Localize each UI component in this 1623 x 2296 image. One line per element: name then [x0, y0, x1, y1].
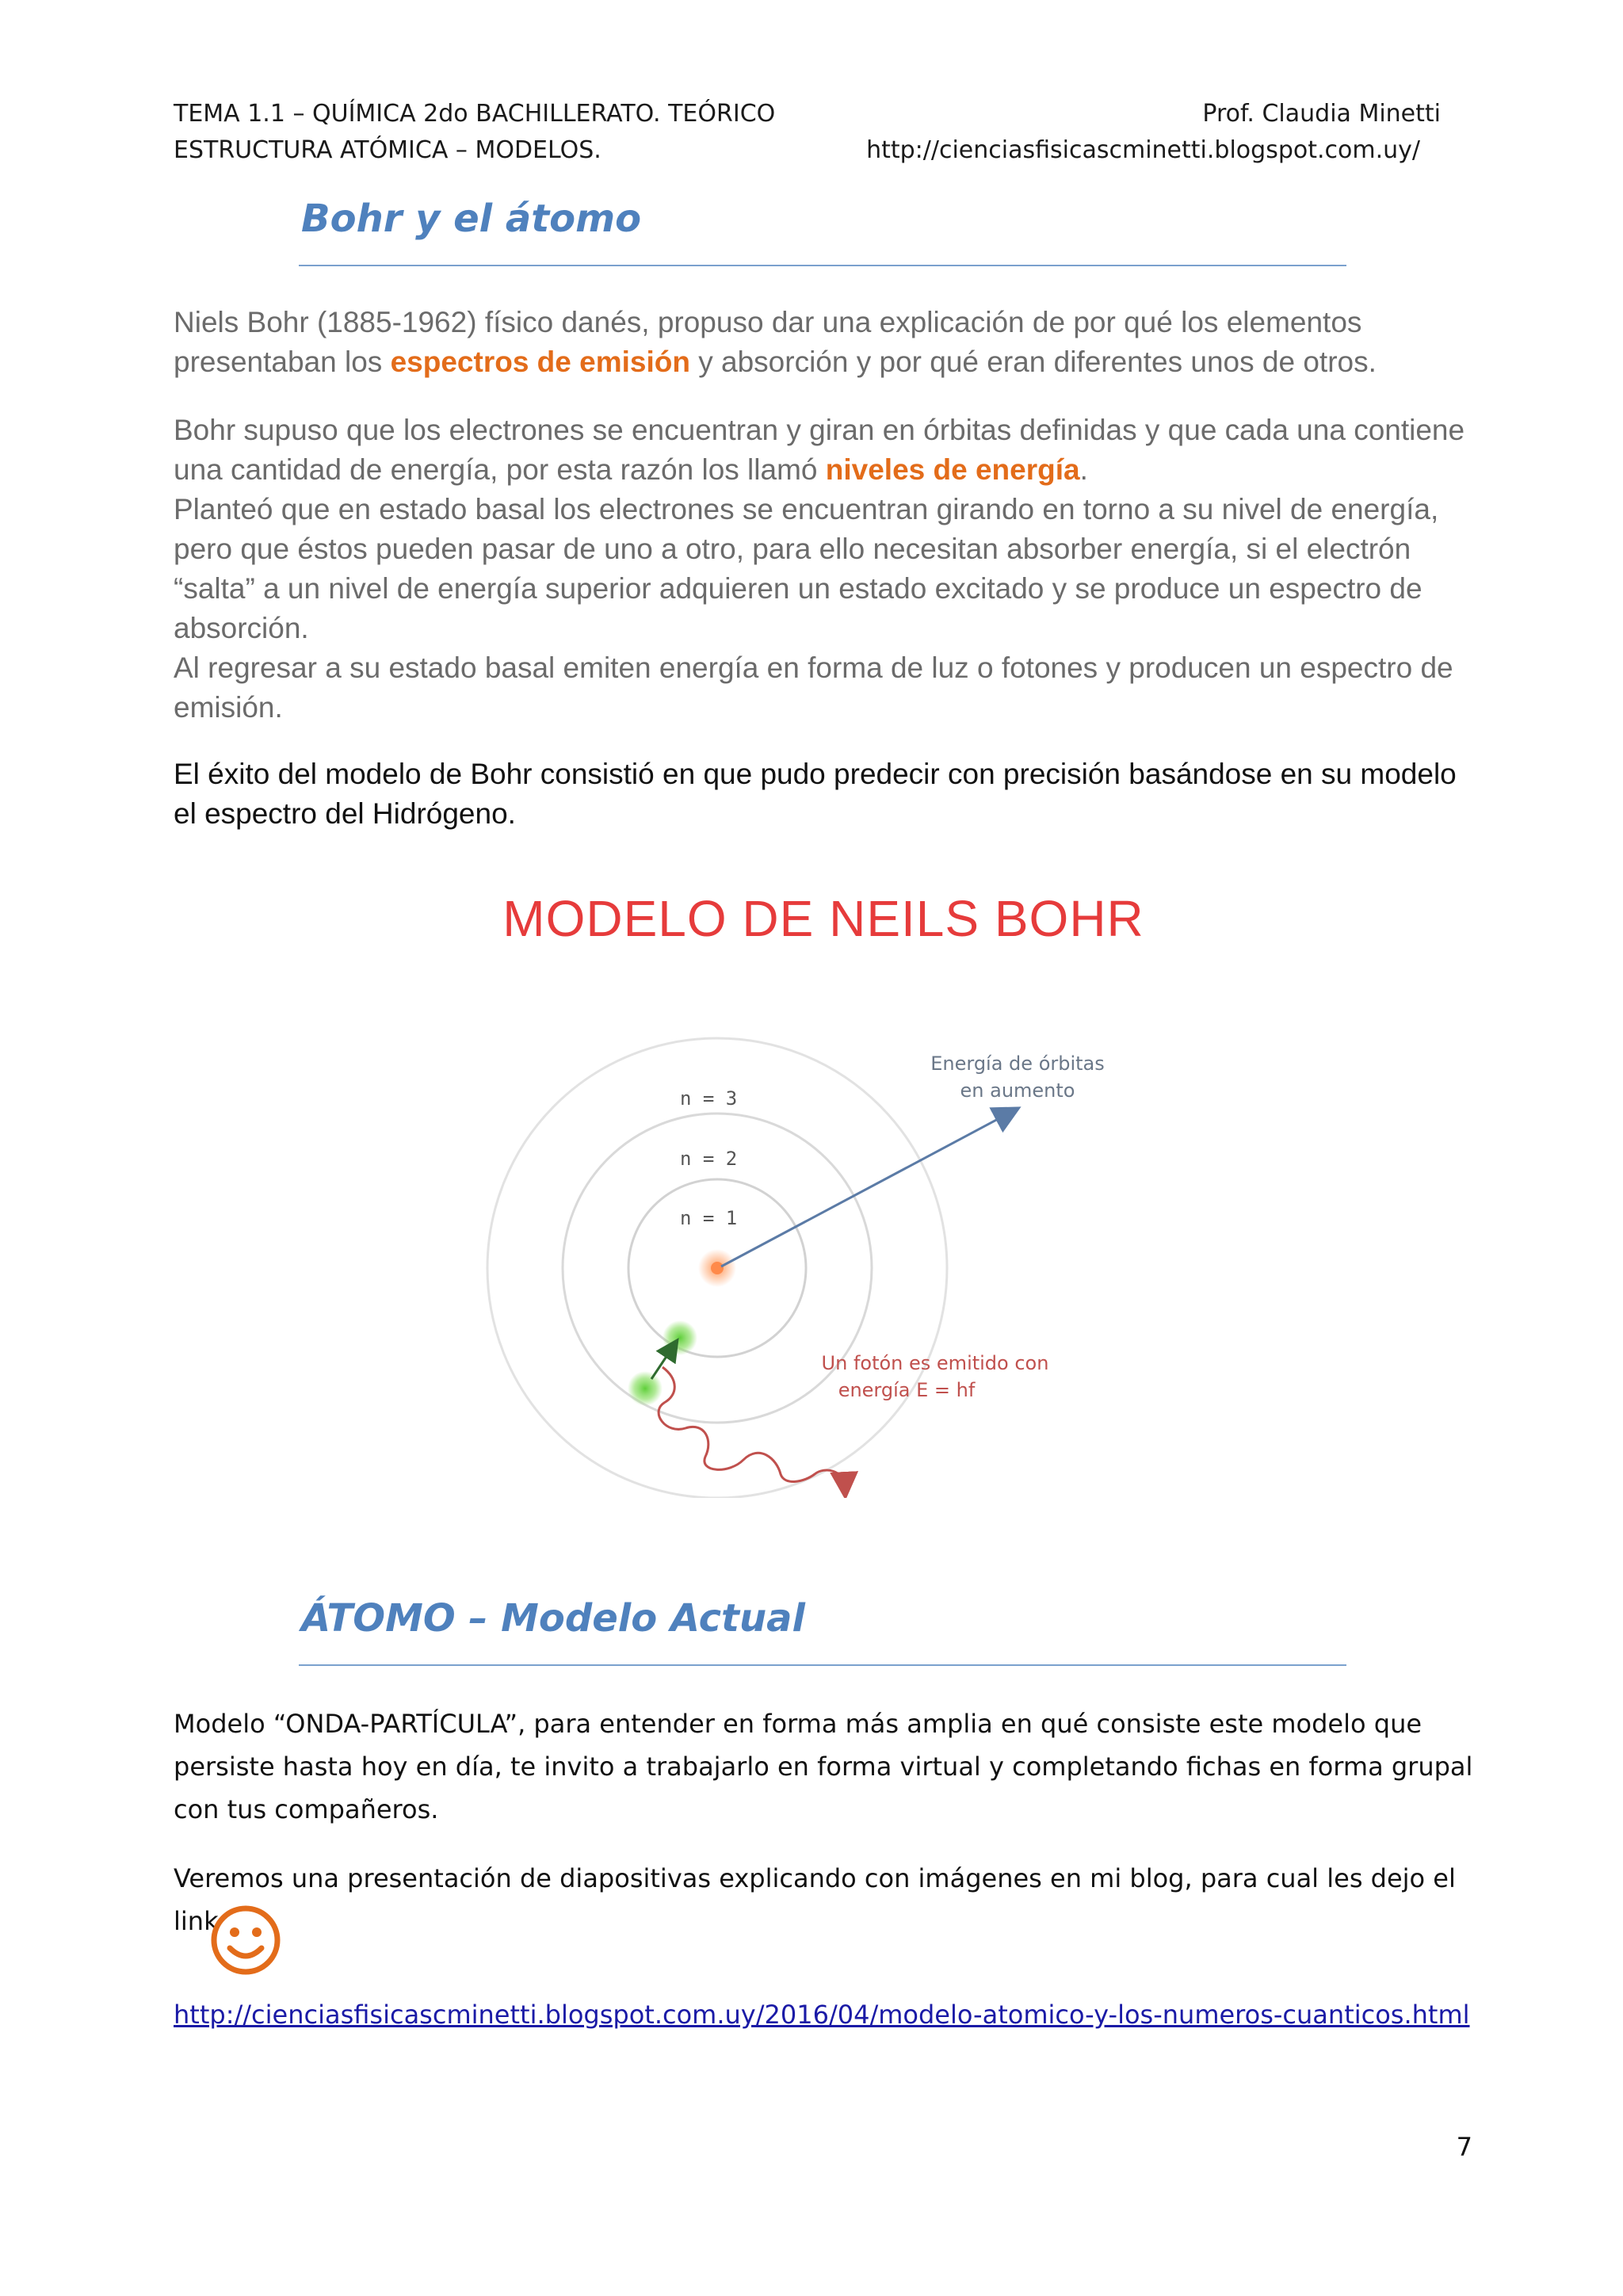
paragraph-bohr-success: El éxito del modelo de Bohr consistió en que pudo predecir con precisión basándose en su modelo el espectro del Hidrógeno.	[174, 758, 1457, 830]
section-title-modern-atom: ÁTOMO – Modelo Actual	[301, 1596, 805, 1641]
header-topic: TEMA 1.1 – QUÍMICA 2do BACHILLERATO. TEÓRICO	[174, 100, 776, 128]
highlight-energy-levels: niveles de energía	[825, 453, 1080, 486]
energy-arrow	[721, 1111, 1013, 1266]
section-title-bohr: Bohr y el átomo	[301, 197, 642, 241]
blog-article-link[interactable]: http://cienciasfisicascminetti.blogspot.com.uy/2016/04/modelo-atomico-y-los-numeros-cuanticos.html	[174, 2000, 1470, 2030]
label-n2: n = 2	[680, 1148, 738, 1170]
bohr-model-diagram	[444, 1007, 1125, 1498]
smiley-face-icon	[208, 1902, 284, 1978]
paragraph-bohr-absorption: Planteó que en estado basal los electrones se encuentran girando en torno a su nivel de energía, pero que éstos pueden pasar de uno a otro, para ello necesitan absorber energía, si el electrón “salta” a un nivel de energía superior adquieren un estado excitado y se produce un espectro de absorción.	[174, 493, 1439, 644]
label-energy-line2: en aumento	[960, 1079, 1075, 1102]
paragraph-slideshow: Veremos una presentación de diapositivas explicando con imágenes en mi blog, para cual les dejo el link	[174, 1863, 1456, 1936]
header-author: Prof. Claudia Minetti	[1202, 100, 1441, 128]
highlight-emission-spectra: espectros de emisión	[390, 346, 690, 378]
section-divider	[299, 1664, 1346, 1666]
header-blog-url: http://cienciasfisicascminetti.blogspot.com.uy/	[866, 136, 1420, 164]
label-n3: n = 3	[680, 1087, 738, 1110]
electron-upper	[663, 1320, 697, 1355]
label-photon-line2: energía E = hf	[838, 1379, 976, 1401]
label-n1: n = 1	[680, 1207, 738, 1229]
page-number: 7	[1456, 2132, 1472, 2162]
paragraph-wave-particle: Modelo “ONDA-PARTÍCULA”, para entender en forma más amplia en qué consiste este modelo que persiste hasta hoy en día, te invito a trabajarlo en forma virtual y completando fichas en forma grupal con tus compañeros.	[174, 1709, 1473, 1824]
label-energy-line1: Energía de órbitas	[930, 1052, 1105, 1075]
paragraph-bohr-emission: Al regresar a su estado basal emiten energía en forma de luz o fotones y producen un espectro de emisión.	[174, 651, 1453, 724]
label-photon-line1: Un fotón es emitido con	[821, 1352, 1049, 1374]
paragraph-bohr-intro: Niels Bohr (1885-1962) físico danés, propuso dar una explicación de por qué los elementos presentaban los espectros de emisión y absorción y por qué eran diferentes unos de otros.	[174, 306, 1377, 378]
section-divider	[299, 265, 1346, 266]
electron-lower	[628, 1371, 663, 1406]
figure-title: MODELO DE NEILS BOHR	[502, 890, 1144, 947]
header-subtopic: ESTRUCTURA ATÓMICA – MODELOS.	[174, 136, 601, 164]
paragraph-bohr-orbits: Bohr supuso que los electrones se encuentran y giran en órbitas definidas y que cada una contiene una cantidad de energía, por esta razón los llamó niveles de energía.	[174, 414, 1465, 486]
